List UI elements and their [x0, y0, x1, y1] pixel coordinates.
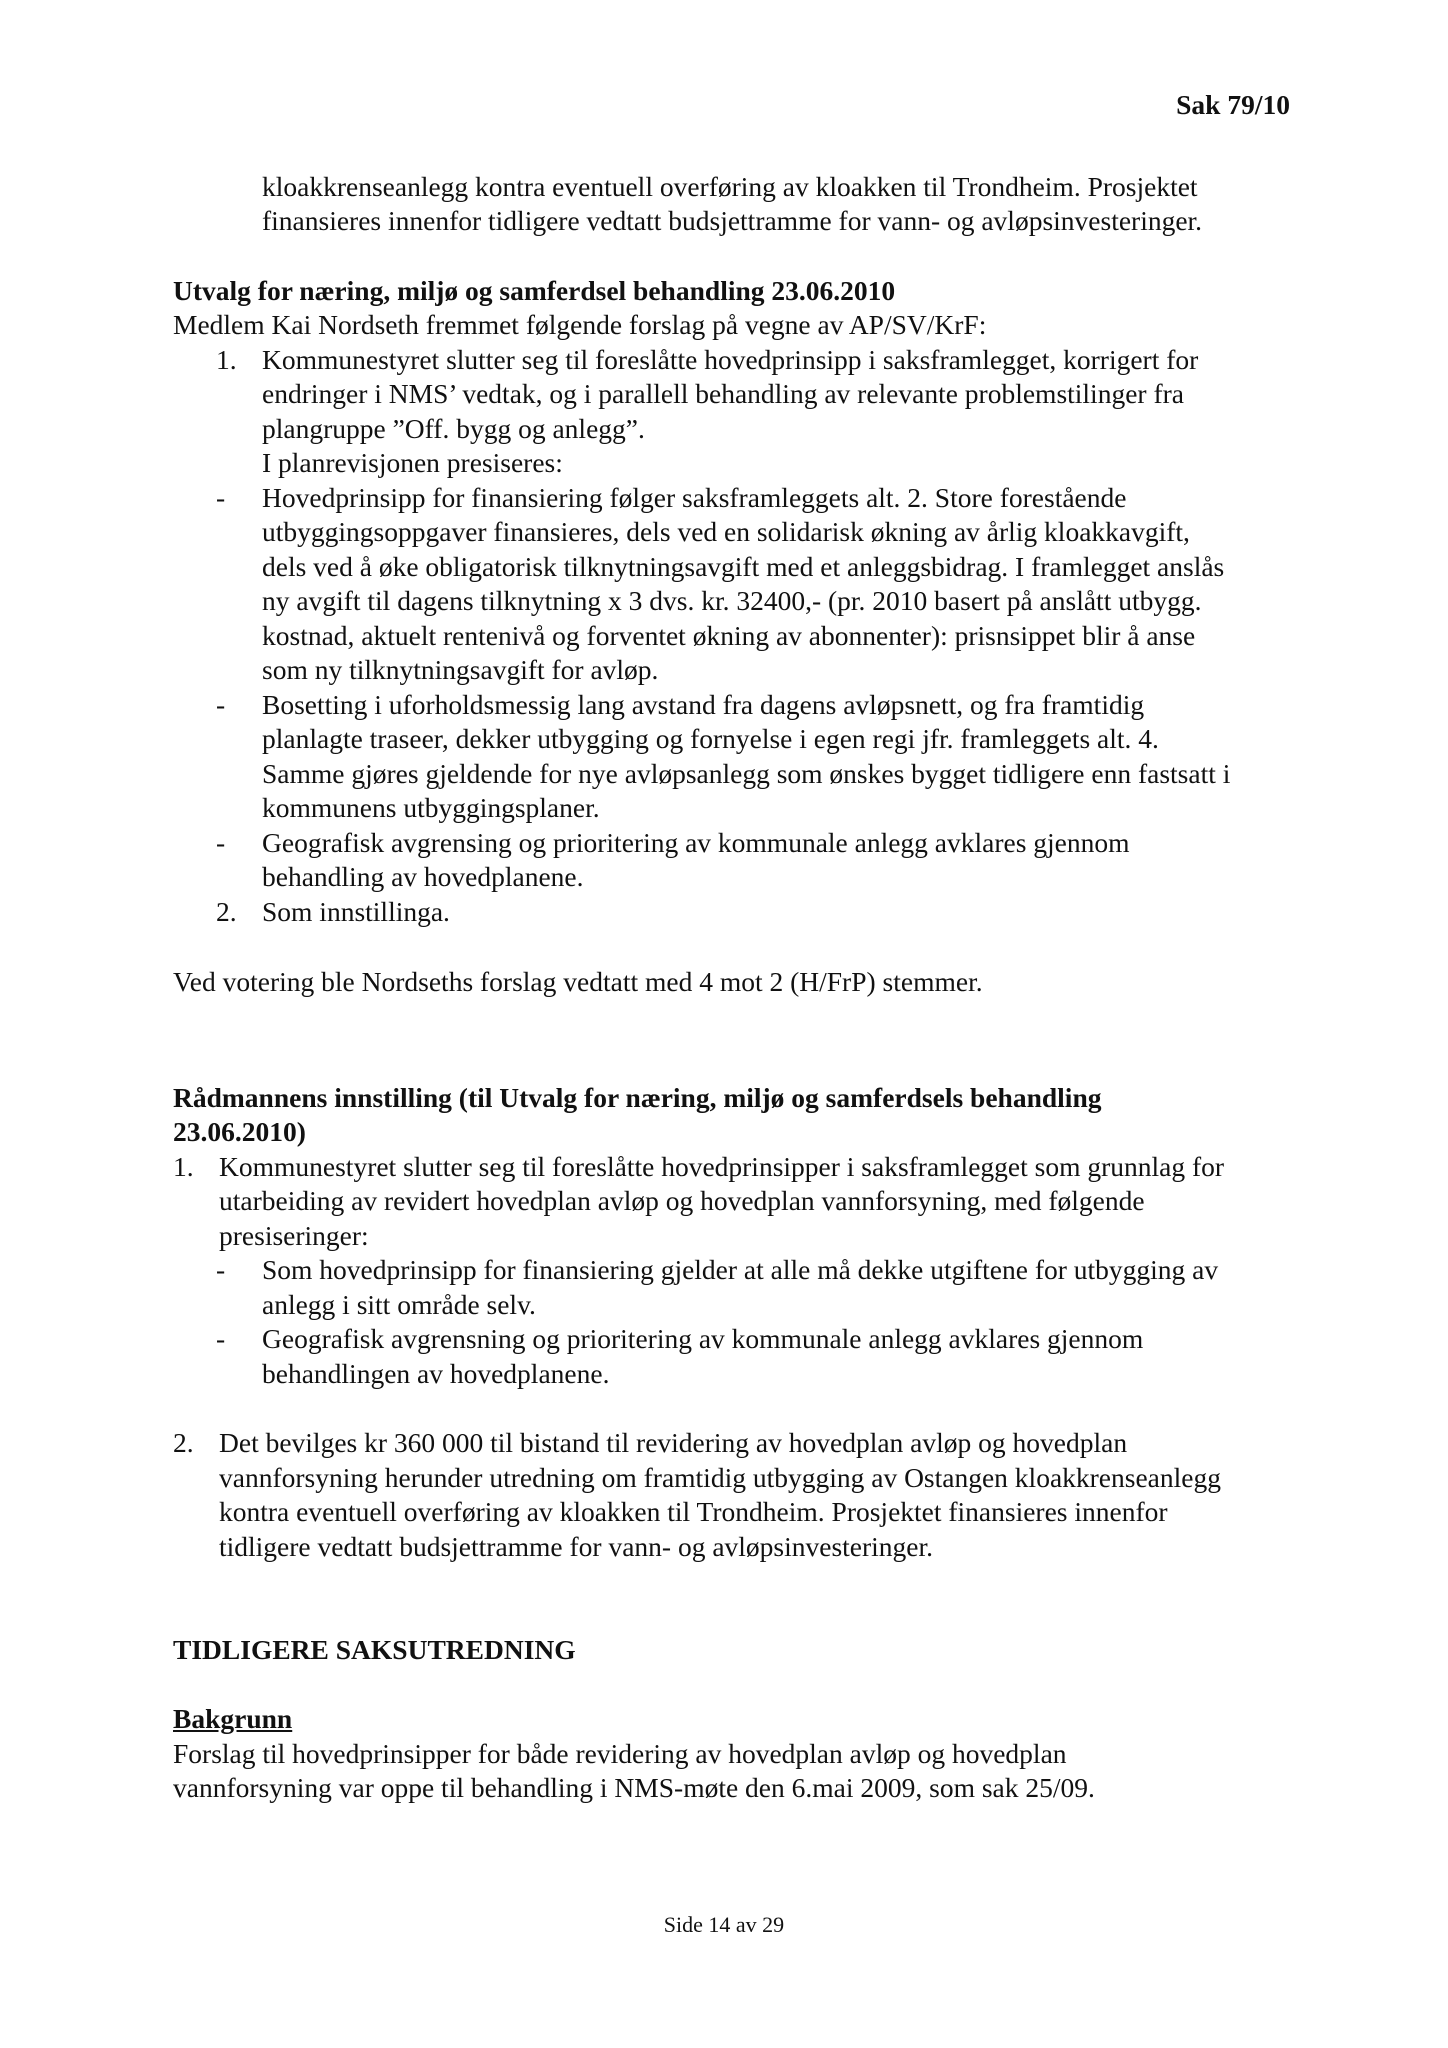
- recommendation-heading: 23.06.2010): [173, 1116, 306, 1147]
- subsection-heading: Bakgrunn: [173, 1703, 293, 1734]
- committee-heading: Utvalg for næring, miljø og samferdsel behandling 23.06.2010: [173, 275, 896, 306]
- proposal-line: Medlem Kai Nordseth fremmet følgende forslag på vegne av AP/SV/KrF:: [173, 309, 987, 340]
- bullet-line: Som hovedprinsipp for finansiering gjelder at alle må dekke utgiftene for utbygging av: [262, 1254, 1219, 1285]
- bullet-line: behandling av hovedplanene.: [262, 861, 584, 892]
- list-item-line: Som innstillinga.: [262, 896, 450, 927]
- section-heading: TIDLIGERE SAKSUTREDNING: [173, 1634, 576, 1665]
- bullet-line: Geografisk avgrensing og prioritering av kommunale anlegg avklares gjennom: [262, 827, 1130, 858]
- list-item-line: plangruppe ”Off. bygg og anlegg”.: [262, 413, 645, 444]
- bullet-line: anlegg i sitt område selv.: [262, 1289, 536, 1320]
- bullet-marker: -: [216, 1323, 226, 1354]
- bullet-line: utbyggingsoppgaver finansieres, dels ved en solidarisk økning av årlig kloakkavgift,: [262, 516, 1190, 547]
- bullet-line: Hovedprinsipp for finansiering følger saksframleggets alt. 2. Store forestående: [262, 482, 1127, 513]
- bullet-line: behandlingen av hovedplanene.: [262, 1358, 610, 1389]
- list-item-line: kontra eventuell overføring av kloakken til Trondheim. Prosjektet finansieres innenfor: [219, 1496, 1168, 1527]
- list-item-line: utarbeiding av revidert hovedplan avløp og hovedplan vannforsyning, med følgende: [219, 1185, 1145, 1216]
- list-item-line: vannforsyning herunder utredning om framtidig utbygging av Ostangen kloakkrenseanlegg: [219, 1462, 1221, 1493]
- bullet-line: Bosetting i uforholdsmessig lang avstand fra dagens avløpsnett, og fra framtidig: [262, 689, 1145, 720]
- bullet-marker: -: [216, 827, 226, 858]
- list-item-line: presiseringer:: [219, 1220, 369, 1251]
- bullet-line: kommunens utbyggingsplaner.: [262, 792, 600, 823]
- bullet-line: som ny tilknytningsavgift for avløp.: [262, 654, 659, 685]
- bullet-marker: -: [216, 482, 226, 513]
- bullet-line: dels ved å øke obligatorisk tilknytningsavgift med et anleggsbidrag. I framlegget anslås: [262, 551, 1225, 582]
- bullet-marker: -: [216, 689, 226, 720]
- list-marker: 2.: [173, 1427, 194, 1458]
- bullet-line: Samme gjøres gjeldende for nye avløpsanlegg som ønskes bygget tidligere enn fastsatt i: [262, 758, 1231, 789]
- list-item-line: endringer i NMS’ vedtak, og i parallell behandling av relevante problemstilinger fra: [262, 378, 1184, 409]
- list-marker: 1.: [216, 344, 237, 375]
- list-marker: 1.: [173, 1151, 194, 1182]
- list-marker: 2.: [216, 896, 237, 927]
- list-item-line: I planrevisjonen presiseres:: [262, 447, 563, 478]
- list-item-line: Det bevilges kr 360 000 til bistand til revidering av hovedplan avløp og hovedplan: [219, 1427, 1128, 1458]
- recommendation-heading: Rådmannens innstilling (til Utvalg for næring, miljø og samferdsels behandling: [173, 1082, 1102, 1113]
- bullet-line: Geografisk avgrensning og prioritering av kommunale anlegg avklares gjennom: [262, 1323, 1144, 1354]
- case-number: Sak 79/10: [1176, 89, 1290, 120]
- vote-result: Ved votering ble Nordseths forslag vedtatt med 4 mot 2 (H/FrP) stemmer.: [173, 966, 983, 997]
- page-number: Side 14 av 29: [663, 1912, 785, 1937]
- list-item-line: tidligere vedtatt budsjettramme for vann- og avløpsinvesteringer.: [219, 1531, 934, 1562]
- intro-line: kloakkrenseanlegg kontra eventuell overføring av kloakken til Trondheim. Prosjektet: [262, 171, 1198, 202]
- background-line: vannforsyning var oppe til behandling i NMS-møte den 6.mai 2009, som sak 25/09.: [173, 1772, 1095, 1803]
- bullet-marker: -: [216, 1254, 226, 1285]
- background-line: Forslag til hovedprinsipper for både revidering av hovedplan avløp og hovedplan: [173, 1738, 1067, 1769]
- bullet-line: kostnad, aktuelt rentenivå og forventet økning av abonnenter): prisnsippet blir å anse: [262, 620, 1196, 651]
- list-item-line: Kommunestyret slutter seg til foreslåtte hovedprinsipp i saksframlegget, korrigert for: [262, 344, 1199, 375]
- bullet-line: ny avgift til dagens tilknytning x 3 dvs. kr. 32400,- (pr. 2010 basert på anslått utbygg.: [262, 585, 1202, 616]
- bullet-line: planlagte traseer, dekker utbygging og fornyelse i egen regi jfr. framleggets alt. 4.: [262, 723, 1159, 754]
- list-item-line: Kommunestyret slutter seg til foreslåtte hovedprinsipper i saksframlegget som grunnlag for: [219, 1151, 1225, 1182]
- intro-line: finansieres innenfor tidligere vedtatt budsjettramme for vann- og avløpsinvesteringer.: [262, 205, 1203, 236]
